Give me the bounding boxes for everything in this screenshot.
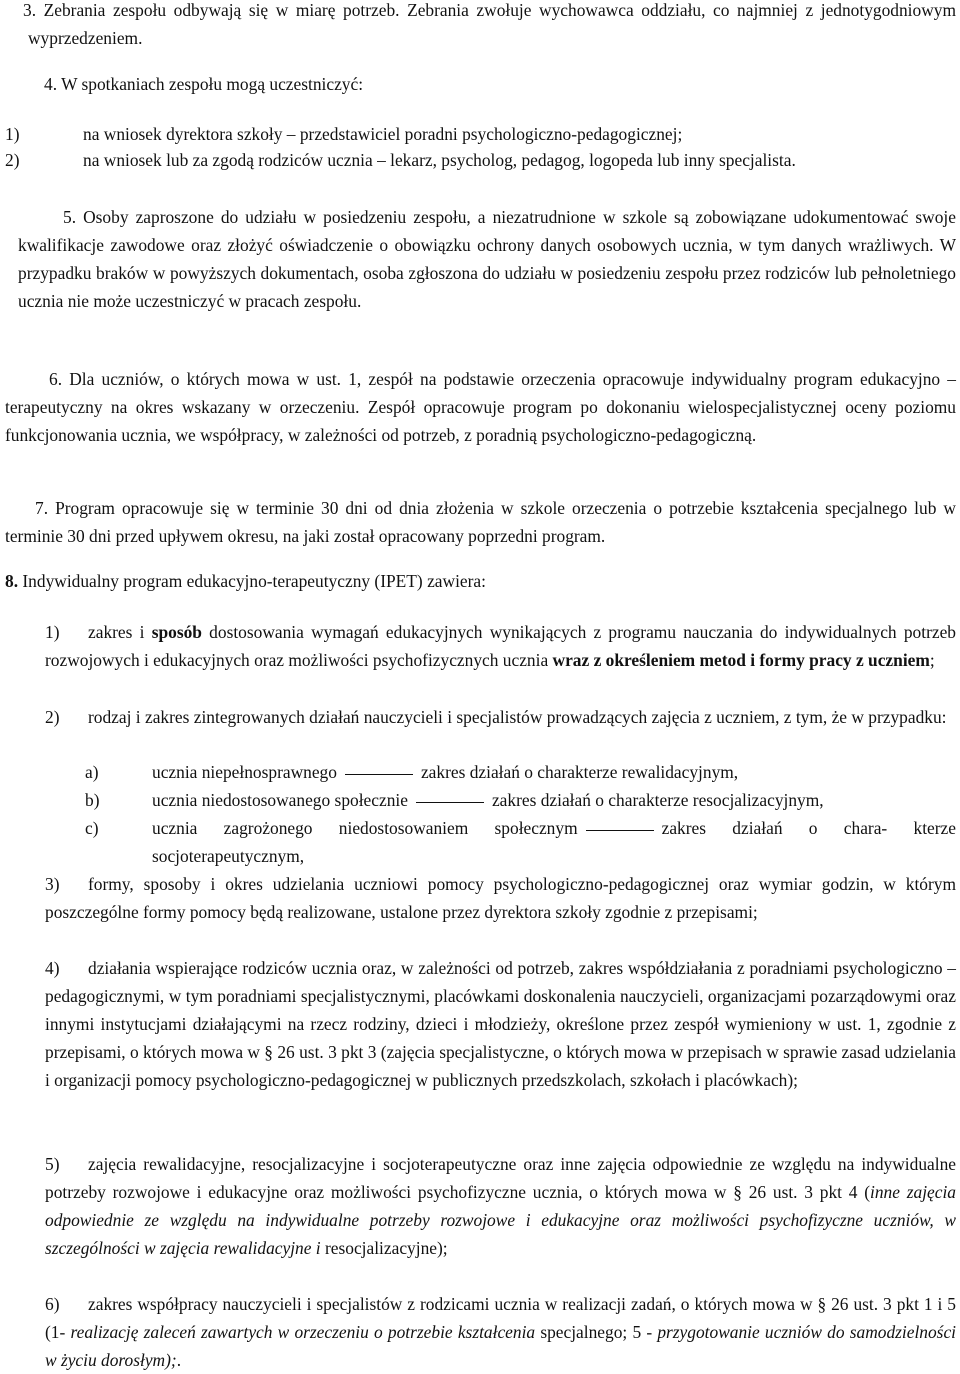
paragraph-7 — [5, 494, 956, 550]
subitem-post: zakres działań o chara- kterze socjoterapeutycznym, — [152, 818, 956, 866]
paragraph-8-heading — [5, 567, 956, 595]
subitem-pre: ucznia niepełnosprawnego — [152, 762, 337, 782]
list-item-text — [45, 618, 956, 674]
paragraph-3-text: 3. Zebrania zespołu odbywają się w miarę potrzeb. Zebrania zwołuje wychowawca oddziału, co najmniej z jednotygodniowym wyprzedzeniem. — [23, 0, 956, 48]
list-item-number: 4) — [45, 958, 60, 978]
ipet-subitem-c — [85, 814, 956, 870]
item-1-pre: zakres i — [88, 622, 152, 642]
item-1-end: ; — [929, 650, 935, 670]
paragraph-5-text: 5. Osoby zaproszone do udziału w posiedzeniu zespołu, a niezatrudnione w szkole są zobowiązane udokumentować swoje kwalifikacje zawodowe oraz złożyć oświadczenie o obowiązku ochrony danych osobowych ucznia, w tym danych wrażliwych. W przypadku braków w powyższych dokumentach, osoba zgłoszona do udziału w posiedzeniu zespołu przez rodziców lub pełnoletniego ucznia nie może uczestniczyć w pracach zespołu. — [18, 207, 956, 311]
subitem-post: zakres działań o charakterze resocjalizacyjnym, — [491, 790, 824, 810]
ipet-item-2 — [45, 703, 956, 731]
list-item-number: 3) — [45, 874, 60, 894]
em-dash — [345, 774, 413, 775]
list-item-number: 1) — [45, 622, 60, 642]
list-item-text: formy, sposoby i okres udzielania uczniowi pomocy psychologiczno-pedagogicznej oraz wymiar godzin, w którym poszczególne formy pomocy będą realizowane, ustalone przez dyrektora szkoły zgodnie z przepisami; — [45, 874, 956, 922]
item-6-end: . — [176, 1350, 182, 1370]
item-5-post: resocjalizacyjne); — [320, 1238, 448, 1258]
paragraph-8-number: 8. — [5, 571, 19, 591]
paragraph-6-text: 6. Dla uczniów, o których mowa w ust. 1, zespół na podstawie orzeczenia opracowuje indywidualny program edukacyjno – terapeutyczny na okres wskazany w orzeczeniu. Zespół opracowuje program po dokonaniu wielospecjalistycznej oceny poziomu funkcjonowania ucznia, we współpracy, w zależności od potrzeb, z poradnią psychologiczno-pedagogiczną. — [5, 369, 956, 445]
list-item — [5, 146, 956, 174]
subitem-text — [152, 814, 956, 870]
ipet-item-5 — [45, 1150, 956, 1262]
list-item-number: 1) — [5, 124, 20, 144]
list-item-text: rodzaj i zakres zintegrowanych działań nauczycieli i specjalistów prowadzących zajęcia z uczniem, z tym, że w przypadku: — [88, 707, 947, 727]
item-6-italic-1: realizację zaleceń zawartych w orzeczeniu o potrzebie kształcenia — [70, 1322, 536, 1342]
subitem-post: zakres działań o charakterze rewalidacyjnym, — [420, 762, 739, 782]
list-item-text — [45, 1150, 956, 1262]
list-item-number: 6) — [45, 1294, 60, 1314]
item-5-italic: inne zajęcia odpowiednie ze względu na indywidualne potrzeby rozwojowe i edukacyjne oraz możliwości psychofizyczne uczniów, w szczególności w zajęcia rewalidacyjne i — [45, 1182, 956, 1258]
list-item-number: 2) — [5, 150, 20, 170]
item-1-bold-2: wraz z określeniem metod i formy pracy z uczniem — [552, 650, 930, 670]
item-5-pre: zajęcia rewalidacyjne, resocjalizacyjne i socjoterapeutyczne oraz inne zajęcia odpowiednie ze względu na indywidualne potrzeby rozwojowe i edukacyjne oraz możliwości psychofizyczne ucznia, o których mowa w § 26 ust. 3 pkt 4 ( — [45, 1154, 956, 1202]
subitem-pre: ucznia zagrożonego niedostosowaniem społecznym — [152, 818, 578, 838]
em-dash — [416, 802, 484, 803]
paragraph-4-heading-text: 4. W spotkaniach zespołu mogą uczestniczyć: — [44, 74, 364, 94]
subitem-text — [152, 758, 956, 786]
ipet-item-3 — [45, 870, 956, 926]
item-6-mid: specjalnego; 5 - — [535, 1322, 658, 1342]
paragraph-3 — [23, 0, 956, 52]
subitem-number: a) — [85, 762, 99, 782]
item-6-italic-2: przygotowanie uczniów do samodzielności w życiu dorosłym); — [45, 1322, 956, 1370]
ipet-item-6 — [45, 1290, 956, 1374]
item-1-bold-1: sposób — [151, 622, 202, 642]
ipet-subitem-a — [85, 758, 956, 786]
ipet-item-4 — [45, 954, 956, 1094]
item-1-mid: dostosowania wymagań edukacyjnych wynikających z programu nauczania do indywidualnych potrzeb rozwojowych i edukacyjnych oraz możliwości psychofizycznych ucznia — [45, 622, 956, 670]
list-item-text: na wniosek lub za zgodą rodziców ucznia – lekarz, psycholog, pedagog, logopeda lub inny specjalista. — [83, 150, 796, 170]
paragraph-8-heading-text: Indywidualny program edukacyjno-terapeutyczny (IPET) zawiera: — [18, 571, 486, 591]
list-item — [5, 120, 956, 148]
item-6-pre: zakres współpracy nauczycieli i specjalistów z rodzicami ucznia w realizacji zadań, o których mowa w § 26 ust. 3 pkt 1 i 5 (1- — [45, 1294, 956, 1342]
paragraph-5 — [18, 203, 956, 315]
paragraph-4-heading — [44, 70, 956, 98]
subitem-text — [152, 786, 956, 814]
list-item-text — [45, 1290, 956, 1374]
paragraph-6 — [5, 365, 956, 449]
list-item-text: działania wspierające rodziców ucznia oraz, w zależności od potrzeb, zakres współdziałania z poradniami psychologiczno – pedagogicznymi, w tym poradniami specjalistycznymi, placówkami doskonalenia nauczycieli, organizacjami pozarządowymi oraz innymi instytucjami działającymi na rzecz rodziny, dzieci i młodzieży, określone przez zespół wymieniony w ust. 1, zgodnie z przepisami, o których mowa w § 26 ust. 3 pkt 3 (zajęcia specjalistyczne, o których mowa w przepisach w sprawie zasad udzielania i organizacji pomocy psychologiczno-pedagogicznej w publicznych przedszkolach, szkołach i placówkach); — [45, 958, 956, 1090]
list-item-number: 2) — [45, 707, 60, 727]
subitem-number: b) — [85, 790, 100, 810]
paragraph-7-text: 7. Program opracowuje się w terminie 30 dni od dnia złożenia w szkole orzeczenia o potrzebie kształcenia specjalnego lub w terminie 30 dni przed upływem okresu, na jaki został opracowany poprzedni program. — [5, 498, 956, 546]
ipet-item-1 — [45, 618, 956, 674]
ipet-subitem-b — [85, 786, 956, 814]
list-item-text: na wniosek dyrektora szkoły – przedstawiciel poradni psychologiczno-pedagogicznej; — [83, 124, 683, 144]
subitem-pre: ucznia niedostosowanego społecznie — [152, 790, 408, 810]
list-item-number: 5) — [45, 1154, 60, 1174]
subitem-number: c) — [85, 818, 99, 838]
em-dash — [586, 830, 654, 831]
